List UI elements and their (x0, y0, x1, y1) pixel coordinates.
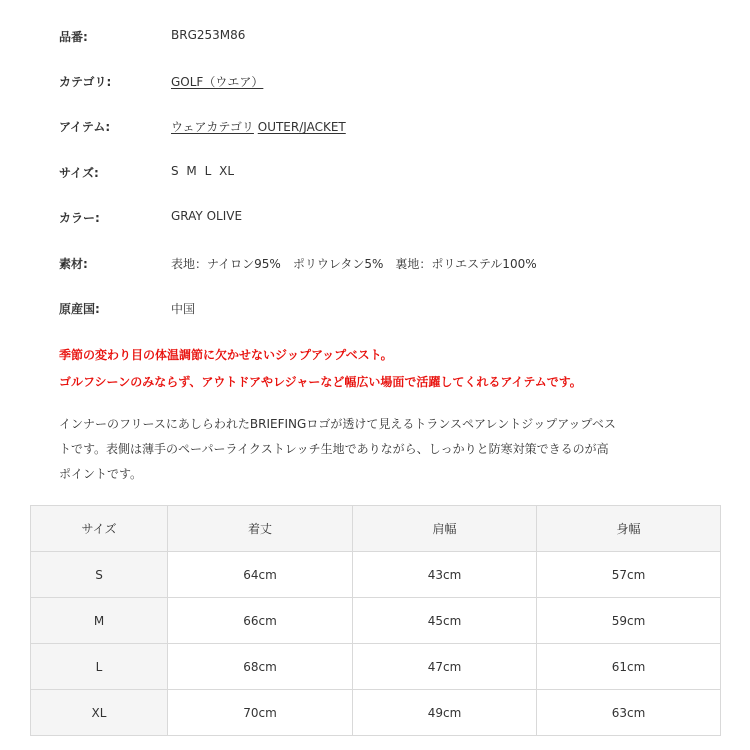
width-cell: 57cm (537, 552, 721, 598)
material-value: 表地：ナイロン95% ポリウレタン5% 裏地：ポリエステル100% (171, 257, 537, 271)
origin-value: 中国 (171, 302, 196, 316)
spec-row-item-number (0, 28, 750, 48)
header-size: サイズ (31, 506, 168, 552)
length-cell: 66cm (168, 598, 353, 644)
table-row (31, 552, 721, 598)
size-value: S M L XL (171, 164, 235, 178)
size-cell: M (31, 598, 168, 644)
header-width: 身幅 (537, 506, 721, 552)
spec-label: カテゴリ: (59, 75, 112, 89)
table-row (31, 690, 721, 736)
spec-label: アイテム: (59, 120, 111, 134)
shoulder-cell: 47cm (353, 644, 537, 690)
highlight-text-1: 季節の変わり目の体温調節に欠かせないジップアップベスト。 (59, 348, 393, 362)
width-cell: 59cm (537, 598, 721, 644)
size-cell: L (31, 644, 168, 690)
category-value (171, 73, 263, 90)
item-link-outer-jacket[interactable]: OUTER/JACKET (257, 120, 346, 134)
shoulder-cell: 49cm (353, 690, 537, 736)
spec-label: 素材: (59, 257, 88, 271)
size-table (30, 505, 721, 736)
spec-row-origin (0, 300, 750, 320)
product-description (59, 412, 699, 487)
item-number-value: BRG253M86 (171, 28, 246, 42)
spec-label: カラー: (59, 211, 100, 225)
length-cell: 68cm (168, 644, 353, 690)
description-line: トです。表側は薄手のペーパーライクストレッチ生地でありながら、しっかりと防寒対策できるのが高 (59, 442, 609, 456)
spec-row-size (0, 164, 750, 184)
item-value (171, 118, 346, 135)
table-header-row (31, 506, 721, 552)
category-link-golf[interactable]: GOLF（ウエア） (171, 75, 264, 89)
length-cell: 70cm (168, 690, 353, 736)
header-length: 着丈 (168, 506, 353, 552)
spec-label: サイズ: (59, 166, 99, 180)
spec-label: 品番: (59, 30, 88, 44)
size-cell: S (31, 552, 168, 598)
shoulder-cell: 45cm (353, 598, 537, 644)
width-cell: 61cm (537, 644, 721, 690)
length-cell: 64cm (168, 552, 353, 598)
highlight-text-2: ゴルフシーンのみならず、アウトドアやレジャーなど幅広い場面で活躍してくれるアイテムです。 (59, 375, 582, 389)
table-row (31, 598, 721, 644)
spec-row-item (0, 118, 750, 138)
spec-row-color (0, 209, 750, 229)
table-row (31, 644, 721, 690)
shoulder-cell: 43cm (353, 552, 537, 598)
item-link-wear-category[interactable]: ウェアカテゴリ (171, 120, 254, 134)
spec-label: 原産国: (59, 302, 100, 316)
color-value: GRAY OLIVE (171, 209, 243, 223)
width-cell: 63cm (537, 690, 721, 736)
description-line: インナーのフリースにあしらわれたBRIEFINGロゴが透けて見えるトランスペアレントジップアップベス (59, 417, 616, 431)
spec-row-material (0, 255, 750, 275)
size-cell: XL (31, 690, 168, 736)
spec-row-category (0, 73, 750, 93)
description-line: ポイントです。 (59, 467, 143, 481)
header-shoulder: 肩幅 (353, 506, 537, 552)
